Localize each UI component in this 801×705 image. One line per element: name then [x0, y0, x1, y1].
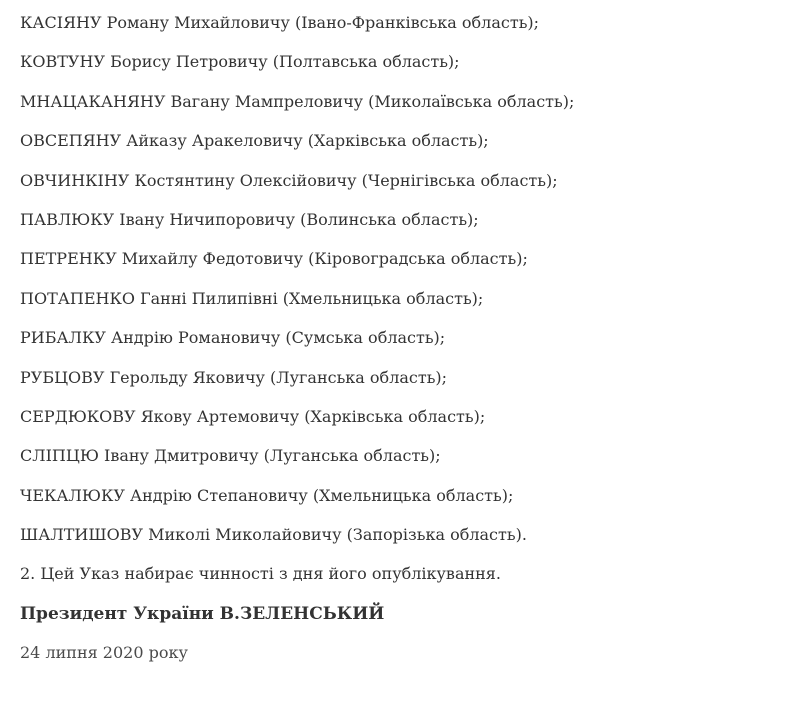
award-list-item: КОВТУНУ Борису Петровичу (Полтавська область); — [20, 52, 460, 72]
award-list-item: ОВСЕПЯНУ Айказу Аракеловичу (Харківська область); — [20, 131, 489, 151]
signature-line: Президент України В.ЗЕЛЕНСЬКИЙ — [20, 603, 385, 624]
decree-clause: 2. Цей Указ набирає чинності з дня його опублікування. — [20, 564, 501, 584]
award-list-item: РУБЦОВУ Герольду Яковичу (Луганська область); — [20, 367, 448, 387]
award-list-item: МНАЦАКАНЯНУ Вагану Мампреловичу (Миколаївська область); — [20, 91, 575, 111]
award-list-item: ПЕТРЕНКУ Михайлу Федотовичу (Кіровоградська область); — [20, 249, 528, 269]
award-list-item: ОВЧИНКІНУ Костянтину Олексійовичу (Чернігівська область); — [20, 170, 558, 190]
award-list-item: РИБАЛКУ Андрію Романовичу (Сумська область); — [20, 328, 446, 348]
award-list-item: ЧЕКАЛЮКУ Андрію Степановичу (Хмельницька область); — [20, 485, 514, 505]
award-list-item: КАСІЯНУ Роману Михайловичу (Івано-Франківська область); — [20, 13, 540, 32]
award-list-item: ПАВЛЮКУ Івану Ничипоровичу (Волинська область); — [20, 209, 479, 229]
award-list-item: ПОТАПЕНКО Ганні Пилипівні (Хмельницька область); — [20, 288, 484, 308]
award-list-item: СЕРДЮКОВУ Якову Артемовичу (Харківська область); — [20, 406, 486, 426]
decree-document — [20, 10, 790, 680]
decree-date: 24 липня 2020 року — [20, 643, 188, 663]
award-list-item: СЛІПЦЮ Івану Дмитровичу (Луганська область); — [20, 446, 441, 466]
award-list-item: ШАЛТИШОВУ Миколі Миколайовичу (Запорізька область). — [20, 525, 527, 545]
